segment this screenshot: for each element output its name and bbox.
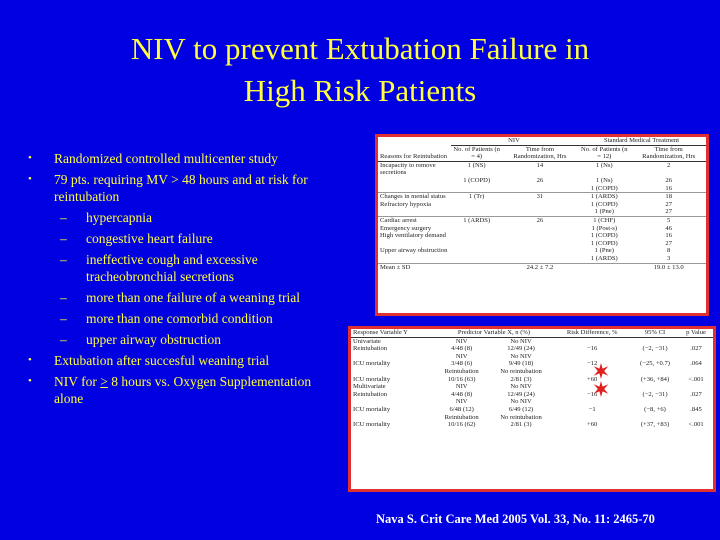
cell-pts-niv bbox=[451, 240, 503, 248]
sub-bullet-dash: – bbox=[60, 252, 67, 267]
cell-predictor-a: NIV bbox=[455, 383, 468, 391]
bullet-text-pre: NIV for bbox=[54, 374, 101, 389]
cell-p: .027 bbox=[690, 345, 702, 353]
sub-bullet-item bbox=[54, 310, 318, 327]
cell-time-smt: 19.0 ± 13.0 bbox=[631, 263, 706, 271]
cell-time-niv bbox=[503, 232, 578, 240]
cell-response bbox=[351, 353, 435, 361]
sub-bullet-item bbox=[54, 251, 318, 285]
cell-predictor-b: No reintubation bbox=[500, 367, 542, 375]
cell-predictor-b: No NIV bbox=[510, 398, 532, 406]
cell-predictor-b: 2/81 (3) bbox=[510, 421, 532, 429]
cell-time-smt: 3 bbox=[667, 254, 671, 262]
sub-bullet-item bbox=[54, 289, 318, 306]
slide-title-line1: NIV to prevent Extubation Failure in bbox=[130, 31, 590, 66]
cell-reason: Changes in mental status bbox=[378, 193, 451, 201]
cell-predictor-a: NIV bbox=[455, 398, 468, 406]
cell-time-niv: 24.2 ± 7.2 bbox=[503, 263, 578, 271]
cell-pts-niv: 1 (NS) bbox=[467, 161, 486, 169]
cell-predictor-b: 6/49 (12) bbox=[508, 405, 534, 413]
cell-predictor-a: 3/48 (6) bbox=[451, 360, 473, 368]
bullet-dot: • bbox=[28, 354, 32, 366]
cell-pts-smt: 1 (COPD) bbox=[590, 232, 618, 240]
significance-star-icon bbox=[593, 363, 609, 379]
table-row bbox=[378, 247, 706, 255]
sub-bullet-item bbox=[54, 209, 318, 226]
bullet-text-underlined: > bbox=[100, 374, 108, 389]
slide-title bbox=[20, 28, 700, 112]
cell-predictor-b: No NIV bbox=[510, 337, 532, 345]
cell-ci: (−2, −31) bbox=[642, 345, 668, 353]
table-row bbox=[378, 161, 706, 177]
col-header-time-niv: Time from Randomization, Hrs bbox=[503, 145, 578, 161]
cell-time-smt: 26 bbox=[665, 176, 672, 184]
cell-time-niv bbox=[503, 255, 578, 263]
cell-p bbox=[679, 414, 713, 422]
table-row bbox=[351, 337, 713, 345]
cell-predictor-a: 4/48 (8) bbox=[451, 345, 473, 353]
cell-pts-niv bbox=[451, 201, 503, 209]
table-row bbox=[378, 232, 706, 240]
cell-pts-niv bbox=[451, 185, 503, 193]
cell-predictor-b: No NIV bbox=[510, 352, 532, 360]
cell-p bbox=[679, 398, 713, 406]
bullet-text: Randomized controlled multicenter study bbox=[54, 151, 278, 166]
cell-pts-niv: 1 (Tr) bbox=[451, 193, 503, 201]
cell-risk bbox=[553, 398, 631, 406]
reintubation-reasons-table bbox=[375, 134, 709, 316]
cell-p: .064 bbox=[690, 360, 702, 368]
cell-ci: (−25, +0.7) bbox=[640, 360, 670, 368]
cell-predictor-b: 9/49 (18) bbox=[508, 360, 534, 368]
col-header-p: p Value bbox=[686, 329, 706, 336]
sub-bullet-dash: – bbox=[60, 332, 67, 347]
cell-p: .845 bbox=[690, 405, 702, 413]
cell-pts-smt bbox=[577, 263, 631, 271]
cell-time-smt: 27 bbox=[665, 200, 672, 208]
cell-reason: Refractory hypoxia bbox=[380, 200, 432, 208]
table-row bbox=[351, 383, 713, 391]
significance-star-icon bbox=[593, 381, 609, 397]
group-header-niv: NIV bbox=[451, 137, 577, 145]
citation: Nava S. Crit Care Med 2005 Vol. 33, No. 11: 2465-70 bbox=[376, 512, 655, 526]
sub-bullet-dash: – bbox=[60, 210, 67, 225]
cell-response: Multivariate bbox=[353, 383, 386, 391]
cell-ci bbox=[631, 398, 679, 406]
cell-pts-niv bbox=[451, 263, 503, 271]
cell-time-niv bbox=[503, 247, 578, 255]
table-row bbox=[378, 185, 706, 193]
sub-bullet-dash: – bbox=[60, 290, 67, 305]
cell-reason: Cardiac arrest bbox=[378, 216, 451, 224]
cell-time-niv: 31 bbox=[503, 193, 578, 201]
table-row bbox=[351, 414, 713, 422]
cell-ci: (+37, +83) bbox=[640, 421, 670, 429]
table-row bbox=[378, 225, 706, 233]
cell-time-smt: 46 bbox=[665, 224, 672, 232]
cell-p bbox=[679, 353, 713, 361]
cell-risk bbox=[553, 337, 631, 345]
cell-time-smt: 16 bbox=[665, 184, 672, 192]
cell-reason: Mean ± SD bbox=[378, 263, 451, 271]
table-row bbox=[351, 353, 713, 361]
cell-response bbox=[351, 398, 435, 406]
cell-time-smt: 18 bbox=[631, 193, 706, 201]
cell-pts-smt: 1 (Post-s) bbox=[591, 224, 618, 232]
col-header-pts-smt: No. of Patients (n = 12) bbox=[577, 145, 631, 161]
cell-pts-smt: 1 (COPD) bbox=[590, 239, 618, 247]
cell-ci bbox=[631, 383, 679, 391]
cell-ci bbox=[631, 353, 679, 361]
cell-pts-smt: 1 (ARDS) bbox=[590, 254, 618, 262]
cell-risk: −16 bbox=[586, 390, 598, 398]
bullet-item bbox=[28, 352, 318, 369]
cell-time-niv bbox=[503, 185, 578, 193]
cell-pts-smt: 1 (CHF) bbox=[577, 216, 631, 224]
cell-time-smt: 8 bbox=[667, 247, 671, 255]
table-row bbox=[351, 398, 713, 406]
sub-bullet-item bbox=[54, 230, 318, 247]
cell-risk: −16 bbox=[586, 345, 598, 353]
table-row bbox=[378, 201, 706, 209]
cell-ci: (−2, −31) bbox=[642, 390, 668, 398]
cell-reason: Emergency surgery bbox=[380, 224, 432, 232]
cell-risk: +60 bbox=[586, 375, 598, 383]
bullet-dot: • bbox=[28, 173, 32, 185]
cell-response: ICU mortality bbox=[353, 360, 391, 368]
table-row bbox=[351, 360, 713, 368]
sub-bullet-text: hypercapnia bbox=[86, 210, 152, 225]
sub-bullet-text: more than one failure of a weaning trial bbox=[86, 290, 301, 305]
sub-bullet-text: upper airway obstruction bbox=[86, 332, 221, 347]
cell-reason: Upper airway obstruction bbox=[380, 247, 448, 255]
bullet-text-post: 8 hours vs. Oxygen Supplementation alone bbox=[54, 374, 312, 406]
cell-time-niv bbox=[503, 240, 578, 248]
bullet-dot: • bbox=[28, 152, 32, 164]
cell-predictor-b: 12/49 (24) bbox=[507, 390, 535, 398]
table-row bbox=[351, 421, 713, 429]
cell-predictor-b: 2/81 (3) bbox=[510, 375, 532, 383]
cell-reason: High ventilatory demand bbox=[380, 232, 446, 240]
cell-reason: Incapacity to remove secretions bbox=[380, 161, 436, 177]
table-row bbox=[378, 177, 706, 185]
cell-predictor-a: NIV bbox=[455, 337, 468, 345]
table-row bbox=[351, 345, 713, 353]
col-header-predictor: Predictor Variable X, n (%) bbox=[457, 329, 531, 336]
col-header-reason: Reasons for Reintubation bbox=[378, 145, 451, 161]
cell-risk: −1 bbox=[588, 405, 596, 413]
cell-predictor-a: Reintubation bbox=[444, 367, 479, 375]
cell-p: .027 bbox=[690, 390, 702, 398]
cell-pts-niv bbox=[451, 208, 503, 216]
cell-p bbox=[679, 368, 713, 376]
cell-ci bbox=[631, 414, 679, 422]
cell-risk bbox=[553, 353, 631, 361]
cell-time-niv: 26 bbox=[536, 176, 544, 184]
cell-time-niv: 26 bbox=[503, 216, 578, 224]
cell-reason bbox=[378, 208, 451, 216]
cell-pts-smt: 1 (COPD) bbox=[590, 184, 618, 192]
cell-reason bbox=[378, 185, 451, 193]
cell-response bbox=[351, 368, 435, 376]
cell-predictor-a: 10/16 (63) bbox=[447, 375, 476, 383]
cell-time-niv bbox=[503, 201, 578, 209]
table-row bbox=[378, 216, 706, 224]
bullet-item bbox=[28, 171, 318, 205]
cell-response bbox=[351, 414, 435, 422]
cell-ci bbox=[631, 337, 679, 345]
cell-ci: (+36, +84) bbox=[640, 375, 670, 383]
cell-p bbox=[679, 383, 713, 391]
cell-time-niv bbox=[503, 208, 578, 216]
col-header-risk: Risk Difference, % bbox=[566, 329, 618, 336]
bullet-item bbox=[28, 373, 318, 407]
cell-ci bbox=[631, 368, 679, 376]
table-row bbox=[378, 193, 706, 201]
cell-pts-niv: 1 (COPD) bbox=[463, 176, 491, 184]
table-row bbox=[378, 208, 706, 216]
cell-risk: +60 bbox=[586, 421, 598, 429]
cell-reason bbox=[378, 255, 451, 263]
sub-bullet-dash: – bbox=[60, 311, 67, 326]
table-row bbox=[351, 391, 713, 399]
cell-predictor-a: 10/16 (62) bbox=[447, 421, 476, 429]
cell-pts-niv bbox=[451, 232, 503, 240]
cell-predictor-b: No NIV bbox=[510, 383, 532, 391]
col-header-ci: 95% CI bbox=[644, 329, 666, 336]
cell-pts-smt: 1 (Ns) bbox=[595, 161, 613, 169]
cell-time-smt: 2 bbox=[667, 161, 671, 169]
cell-time-niv bbox=[503, 225, 578, 233]
cell-response: ICU mortality bbox=[353, 421, 391, 429]
cell-pts-smt: 1 (COPD) bbox=[590, 200, 618, 208]
cell-response: ICU mortality bbox=[353, 405, 391, 413]
cell-pts-smt: 1 (Pne) bbox=[594, 208, 614, 216]
cell-p: <.001 bbox=[688, 421, 704, 429]
cell-response: Univariate bbox=[353, 337, 381, 345]
cell-pts-niv: 1 (ARDS) bbox=[451, 216, 503, 224]
sub-bullet-dash: – bbox=[60, 231, 67, 246]
table-row bbox=[378, 240, 706, 248]
cell-response: ICU mortality bbox=[353, 375, 391, 383]
table-row bbox=[351, 368, 713, 376]
table-row bbox=[351, 376, 713, 384]
cell-response: Reintubation bbox=[353, 390, 388, 398]
cell-pts-smt: 1 (Pne) bbox=[594, 247, 614, 255]
table-row bbox=[378, 263, 706, 271]
cell-time-niv: 14 bbox=[536, 161, 544, 169]
cell-p: <.001 bbox=[688, 375, 704, 383]
cell-time-smt: 27 bbox=[665, 239, 672, 247]
cell-time-smt: 5 bbox=[631, 216, 706, 224]
sub-bullet-text: ineffective cough and excessive tracheobronchial secretions bbox=[86, 252, 258, 284]
col-header-pts-niv: No. of Patients (n = 4) bbox=[451, 145, 503, 161]
sub-bullet-item bbox=[54, 331, 318, 348]
sub-bullet-text: more than one comorbid condition bbox=[86, 311, 273, 326]
cell-reason bbox=[378, 177, 451, 185]
cell-risk: −12 bbox=[586, 360, 598, 368]
group-header-smt: Standard Medical Treatment bbox=[577, 137, 706, 145]
cell-predictor-a: 4/48 (8) bbox=[451, 390, 473, 398]
cell-response: Reintubation bbox=[353, 345, 388, 353]
cell-p bbox=[679, 337, 713, 345]
cell-predictor-a: 6/48 (12) bbox=[449, 405, 474, 413]
cell-time-smt: 16 bbox=[665, 232, 672, 240]
cell-pts-niv bbox=[451, 255, 503, 263]
cell-pts-niv bbox=[451, 225, 503, 233]
cell-pts-smt: 1 (Ns) bbox=[595, 176, 613, 184]
bullet-item bbox=[28, 150, 318, 167]
cell-predictor-a: Reintubation bbox=[444, 413, 479, 421]
col-header-response: Response Variable Y bbox=[353, 329, 408, 336]
cell-predictor-b: No reintubation bbox=[500, 413, 542, 421]
cell-predictor-a: NIV bbox=[455, 352, 468, 360]
cell-predictor-b: 12/49 (24) bbox=[507, 345, 535, 353]
cell-time-smt: 27 bbox=[665, 208, 672, 216]
slide-title-line2: High Risk Patients bbox=[243, 73, 477, 108]
cell-risk bbox=[553, 414, 631, 422]
cell-pts-smt: 1 (ARDS) bbox=[577, 193, 631, 201]
cell-reason bbox=[378, 240, 451, 248]
cell-ci: (−8, +6) bbox=[644, 405, 666, 413]
table-row bbox=[378, 255, 706, 263]
sub-bullet-text: congestive heart failure bbox=[86, 231, 213, 246]
cell-pts-niv bbox=[451, 247, 503, 255]
bullet-text: Extubation after succesful weaning trial bbox=[54, 353, 270, 368]
table-row bbox=[351, 406, 713, 414]
bullet-text: 79 pts. requiring MV > 48 hours and at risk for reintubation bbox=[54, 172, 308, 204]
risk-difference-table bbox=[348, 326, 716, 492]
col-header-time-smt: Time from Randomization, Hrs bbox=[631, 145, 706, 161]
bullet-dot: • bbox=[28, 375, 32, 387]
bullet-list bbox=[28, 150, 318, 411]
